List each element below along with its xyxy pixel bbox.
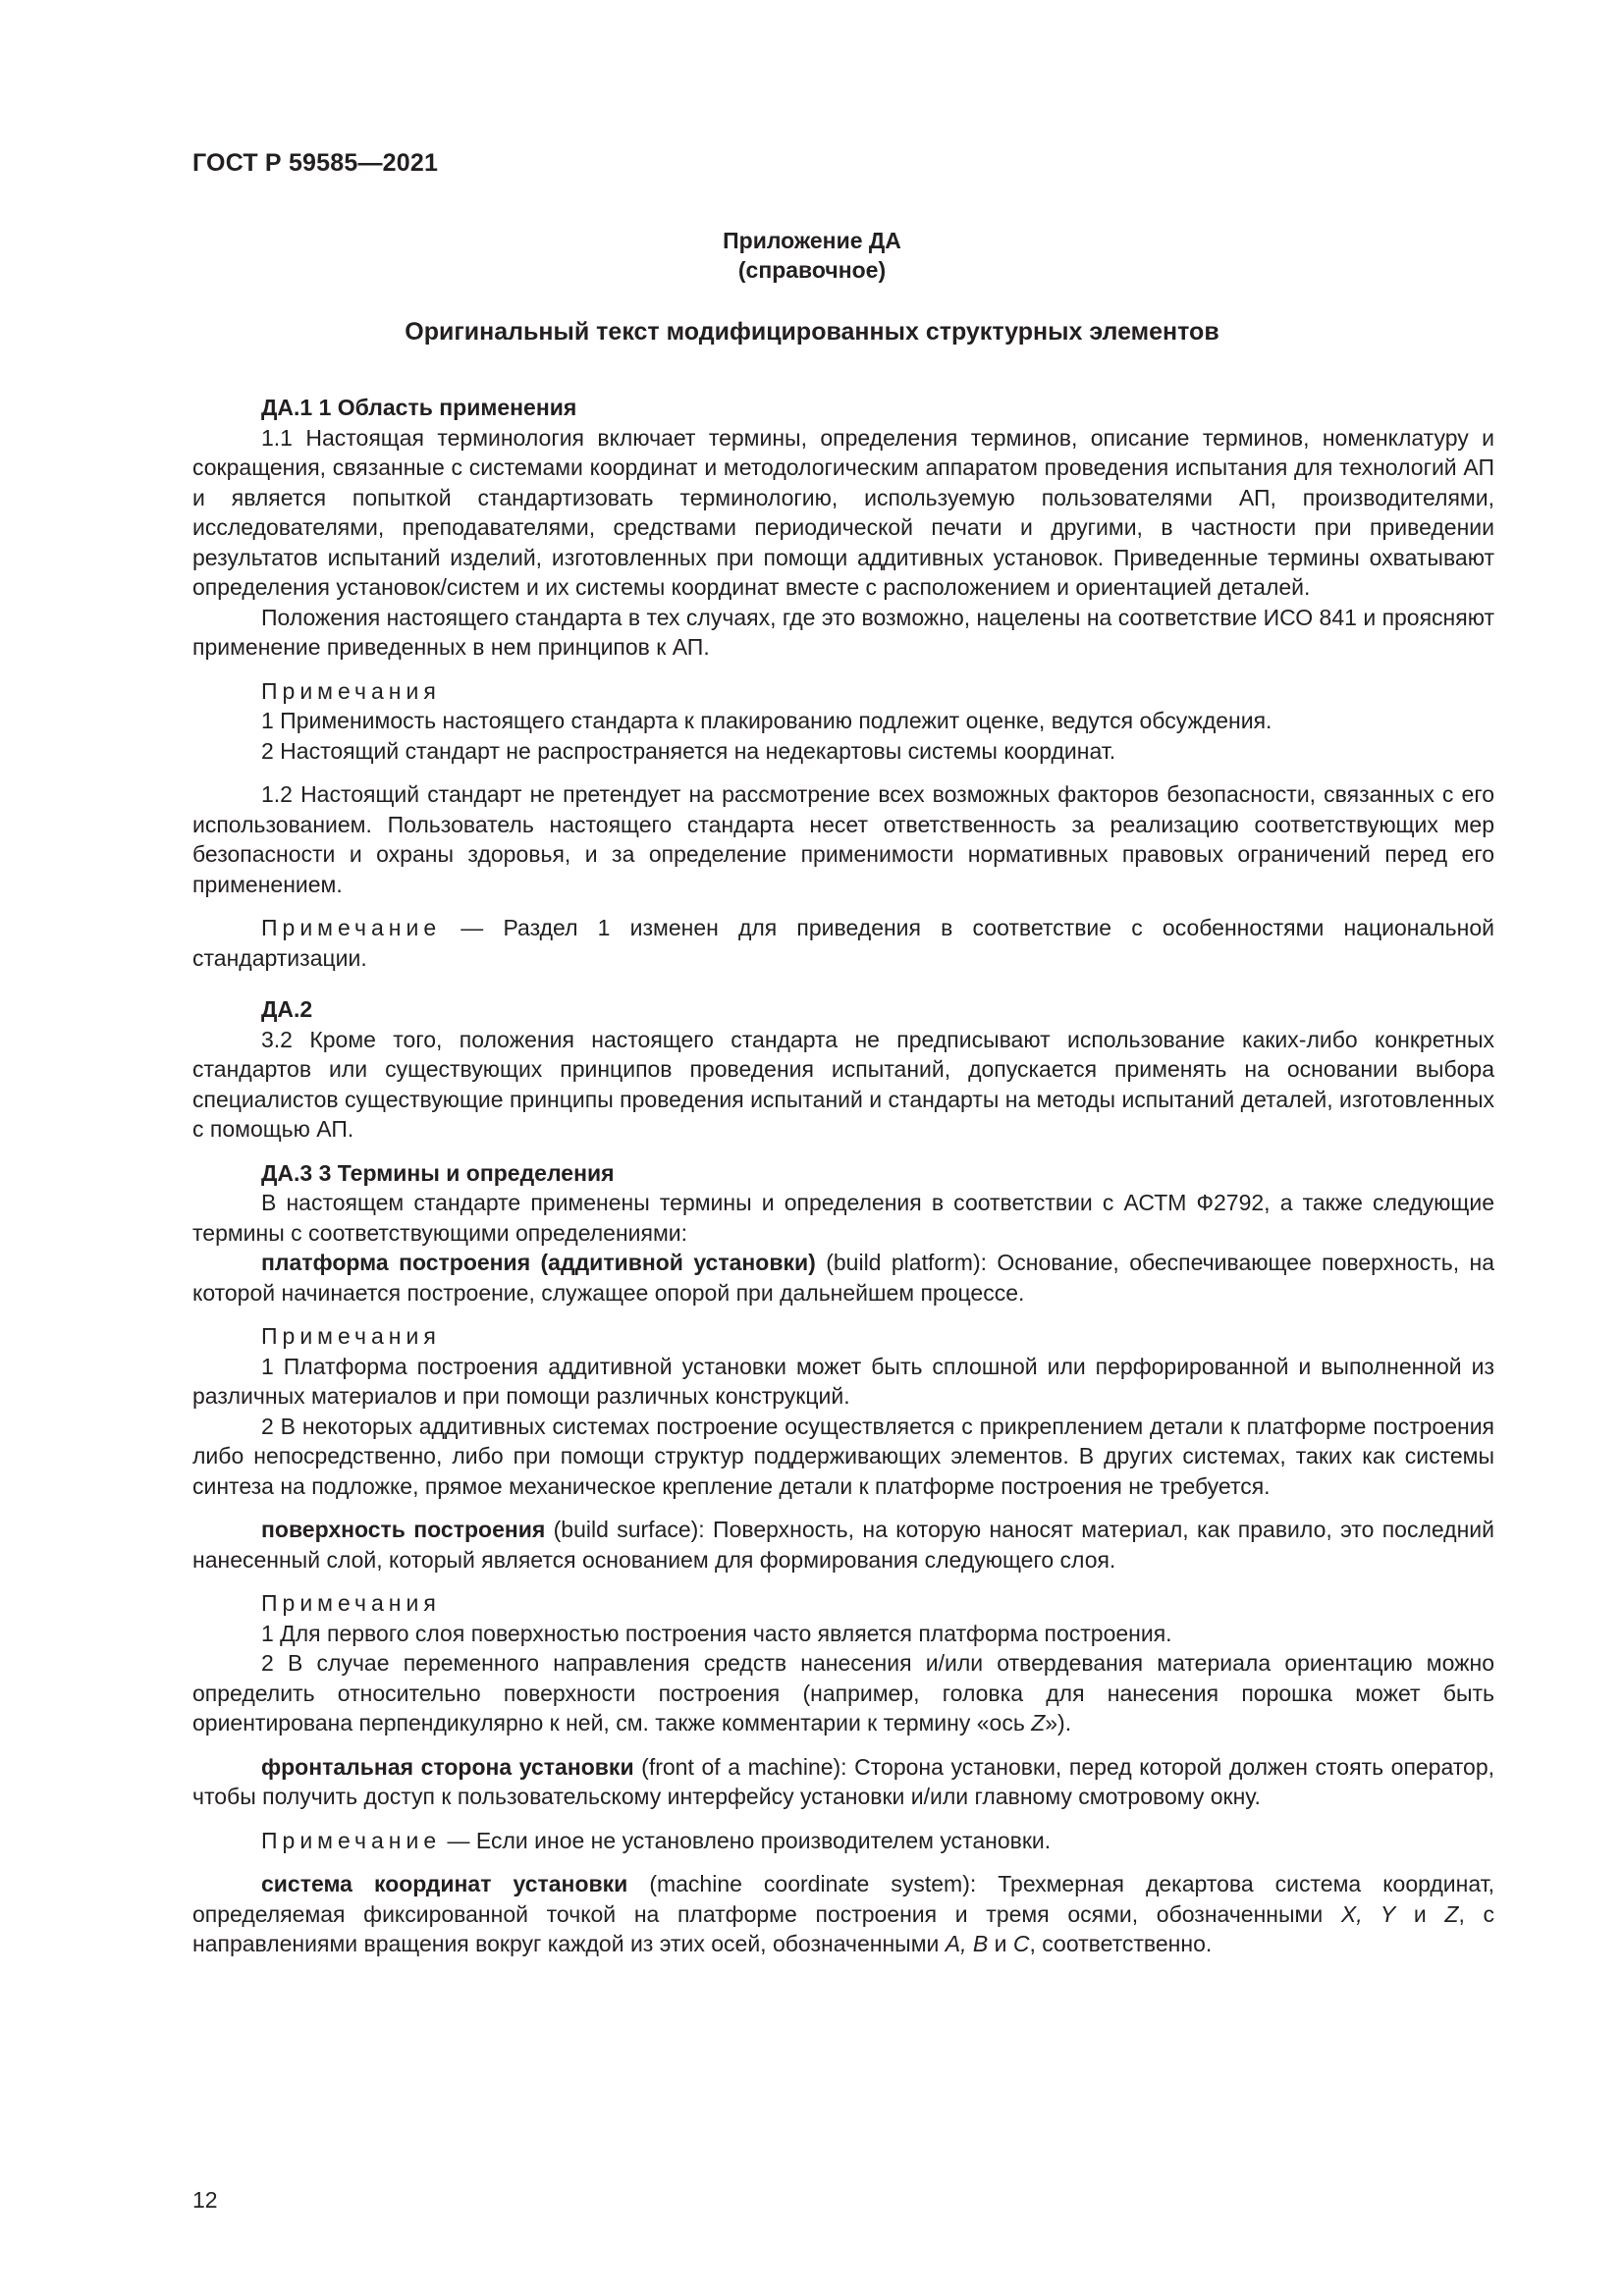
note: Примечание — Раздел 1 изменен для приведения в соответствие с особенностями национальной стандартизации. bbox=[192, 915, 1494, 971]
note: 2 Настоящий стандарт не распространяется на недекартовы системы координат. bbox=[261, 737, 1116, 764]
term-definition: система координат установки (machine coordinate system): Трехмерная декартова система координат, определяемая фиксированной точкой на платформе построения и тремя осями, обозначенными X, Y и Z, с направлениями вращения вокруг каждой из этих осей, обозначенными A, B и C, соответственно. bbox=[192, 1871, 1495, 1956]
section-heading-da3: ДА.3 3 Термины и определения bbox=[261, 1159, 615, 1186]
note: 2 В случае переменного направления средств нанесения и/или отвердевания материала ориентацию можно определить относительно поверхности построения (например, головка для нанесения порошка может быть ориентирована перпендикулярно к ней, см. также комментарии к термину «ось Z»). bbox=[192, 1650, 1494, 1735]
paragraph: 1.1 Настоящая терминология включает термины, определения терминов, описание терминов, номенклатуру и сокращения, связанные с системами координат и методологическим аппаратом проведения испытания для технологий АП и является попыткой стандартизовать терминологию, используемую пользователями АП, производителями, исследователями, преподавателями, средствами периодической печати и другими, в частности при приведении результатов испытаний изделий, изготовленных при помощи аддитивных установок. Приведенные термины охватывают определения установок/систем и их системы координат вместе с расположением и ориентацией деталей. bbox=[192, 424, 1494, 600]
note-label: Примечание bbox=[261, 915, 442, 940]
paragraph: В настоящем стандарте применены термины и определения в соответствии с АСТМ Ф2792, а также следующие термины с соответствующими определениями: bbox=[192, 1190, 1494, 1246]
note: 1 Для первого слоя поверхностью построения часто является платформа построения. bbox=[261, 1620, 1172, 1646]
note: 1 Применимость настоящего стандарта к плакированию подлежит оценке, ведутся обсуждения. bbox=[261, 708, 1272, 733]
appendix-kind: (справочное) bbox=[737, 257, 887, 283]
document-body bbox=[192, 393, 1494, 1959]
term: система координат установки bbox=[261, 1871, 628, 1896]
note: 2 В некоторых аддитивных системах построение осуществляется с прикреплением детали к платформе построения либо непосредственно, либо при помощи структур поддерживающих элементов. В других системах, таких как системы синтеза на подложке, прямое механическое крепление детали к платформе построения не требуется. bbox=[192, 1413, 1494, 1499]
paragraph: Положения настоящего стандарта в тех случаях, где это возможно, нацелены на соответствие ИСО 841 и проясняют применение приведенных в нем принципов к АП. bbox=[192, 604, 1494, 660]
section-heading-da1: ДА.1 1 Область применения bbox=[261, 395, 577, 420]
paragraph: 3.2 Кроме того, положения настоящего стандарта не предписывают использование каких-либо конкретных стандартов или существующих принципов проведения испытаний, допускается применять на основании выбора специалистов существующие принципы проведения испытаний и стандарты на методы испытаний деталей, изготовленных с помощью АП. bbox=[192, 1026, 1494, 1142]
page-number: 12 bbox=[192, 2187, 218, 2213]
appendix-title: Оригинальный текст модифицированных структурных элементов bbox=[405, 318, 1219, 346]
section-heading-da2: ДА.2 bbox=[261, 996, 313, 1022]
term-definition: фронтальная сторона установки (front of a machine): Сторона установки, перед которой должен стоять оператор, чтобы получить доступ к пользовательскому интерфейсу установки и/или главному смотровому окну. bbox=[192, 1753, 1495, 1809]
notes-label: Примечания bbox=[261, 677, 441, 704]
term: платформа построения (аддитивной установки) bbox=[261, 1250, 816, 1275]
term-definition: поверхность построения (build surface): Поверхность, на которую наносят материал, как правило, это последний нанесенный слой, который является основанием для формирования следующего слоя. bbox=[192, 1517, 1494, 1573]
term: поверхность построения bbox=[261, 1517, 546, 1542]
note: Примечание — Если иное не установлено производителем установки. bbox=[261, 1827, 1052, 1853]
term-definition: платформа построения (аддитивной установки) (build platform): Основание, обеспечивающее поверхность, на которой начинается построение, служащее опорой при дальнейшем процессе. bbox=[192, 1250, 1494, 1306]
paragraph: 1.2 Настоящий стандарт не претендует на рассмотрение всех возможных факторов безопасности, связанных с его использованием. Пользователь настоящего стандарта несет ответственность за реализацию соответствующих мер безопасности и охраны здоровья, и за определение применимости нормативных правовых ограничений перед его применением. bbox=[192, 781, 1494, 897]
notes-label: Примечания bbox=[261, 1323, 441, 1349]
appendix-label: Приложение ДА bbox=[723, 228, 901, 253]
document-header: ГОСТ Р 59585—2021 bbox=[192, 149, 439, 177]
note-label: Примечание bbox=[261, 1827, 442, 1853]
term: фронтальная сторона установки bbox=[261, 1753, 634, 1780]
notes-label: Примечания bbox=[261, 1590, 441, 1616]
note: 1 Платформа построения аддитивной установки может быть сплошной или перфорированной и выполненной из различных материалов и при помощи различных конструкций. bbox=[192, 1353, 1494, 1409]
